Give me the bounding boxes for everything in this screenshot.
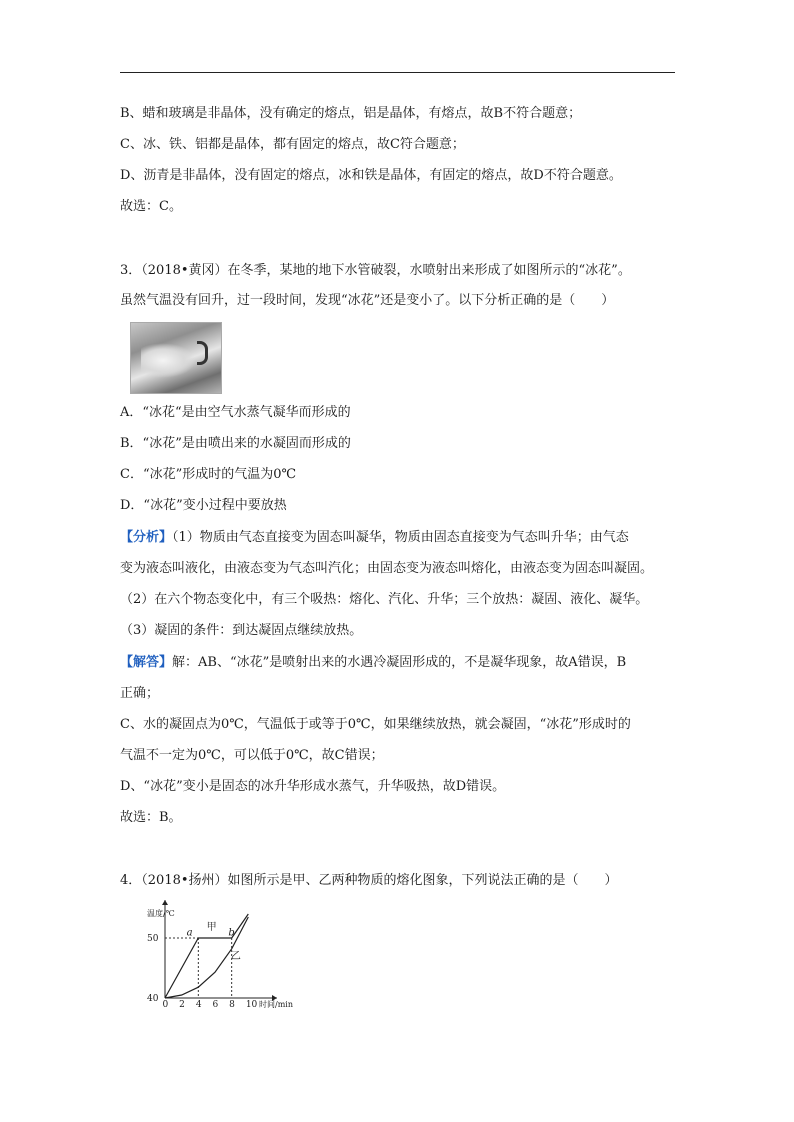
- melting-chart: [145, 900, 305, 1015]
- solution-line: [120, 654, 626, 672]
- question-4-line: 4．（2018•扬州）如图所示是甲、乙两种物质的熔化图象，下列说法正确的是（ ）: [120, 873, 618, 888]
- point-label-a: a: [186, 927, 193, 939]
- analysis-line: （3）凝固的条件：到达凝固点继续放热。: [120, 623, 363, 638]
- y-tick-label: 40: [147, 994, 159, 1004]
- text-line: C、冰、铁、铝都是晶体，都有固定的熔点，故C符合题意；: [120, 137, 465, 152]
- question-3-line: 3．（2018•黄冈）在冬季，某地的地下水管破裂，水喷射出来形成了如图所示的“冰花”。: [120, 263, 631, 278]
- x-tick-label: 8: [229, 1000, 235, 1010]
- x-tick-label: 6: [212, 1000, 219, 1010]
- solution-tag: 【解答】: [120, 655, 173, 670]
- solution-line: C、水的凝固点为0℃，气温低于或等于0℃，如果继续放热，就会凝固，“冰花”形成时的: [120, 717, 631, 732]
- x-tick-label: 0: [162, 1000, 169, 1010]
- ice-flower-photo: [130, 322, 222, 394]
- analysis-line: 变为液态叫液化，由液态变为气态叫汽化；由固态变为液态叫熔化，由液态变为固态叫凝固。: [120, 561, 654, 576]
- option-b: B．“冰花”是由喷出来的水凝固而形成的: [120, 436, 351, 451]
- option-d: D．“冰花”变小过程中要放热: [120, 498, 287, 513]
- chart-axes: [162, 900, 277, 1001]
- solution-line: 气温不一定为0℃，可以低于0℃，故C错误；: [120, 748, 384, 763]
- solution-line: 正确；: [120, 686, 160, 701]
- analysis-line: （2）在六个物态变化中，有三个吸热：熔化、汽化、升华；三个放热：凝固、液化、凝华。: [120, 592, 649, 607]
- analysis-text: （1）物质由气态直接变为固态叫凝华，物质由固态直接变为气态叫升华；由气态: [172, 530, 629, 545]
- series-label-yi: 乙: [230, 951, 241, 962]
- y-tick-label: 50: [147, 934, 159, 944]
- x-tick-label: 4: [195, 1000, 202, 1010]
- x-axis-label: 时间/min: [259, 1000, 293, 1009]
- header-rule: [120, 72, 675, 73]
- text-line: B、蜡和玻璃是非晶体，没有确定的熔点，铝是晶体，有熔点，故B不符合题意；: [120, 106, 582, 121]
- x-tick-label: 2: [179, 1000, 185, 1010]
- analysis-line: [120, 529, 629, 547]
- option-c: C．“冰花”形成时的气温为0℃: [120, 467, 297, 482]
- text-line: D、沥青是非晶体，没有固定的熔点，冰和铁是晶体，有固定的熔点，故D不符合题意。: [120, 168, 622, 183]
- answer-line: 故选：B。: [120, 810, 182, 825]
- option-a: A．“冰花“是由空气水蒸气凝华而形成的: [120, 405, 351, 420]
- analysis-tag: 【分析】: [120, 530, 173, 545]
- y-axis-arrow: [162, 900, 168, 905]
- x-tick-label: 10: [245, 1000, 258, 1010]
- solution-text: 解：AB、“冰花”是喷射出来的水遇冷凝固形成的，不是凝华现象，故A错误，B: [172, 655, 627, 670]
- question-3-line: 虽然气温没有回升，过一段时间，发现“冰花”还是变小了。以下分析正确的是（ ）: [120, 293, 615, 308]
- answer-line: 故选：C。: [120, 199, 182, 214]
- series-label-jia: 甲: [206, 922, 217, 934]
- y-axis-label: 温度/℃: [147, 909, 175, 918]
- solution-line: D、“冰花”变小是固态的冰升华形成水蒸气，升华吸热，故D错误。: [120, 779, 506, 794]
- point-label-b: b: [228, 927, 235, 939]
